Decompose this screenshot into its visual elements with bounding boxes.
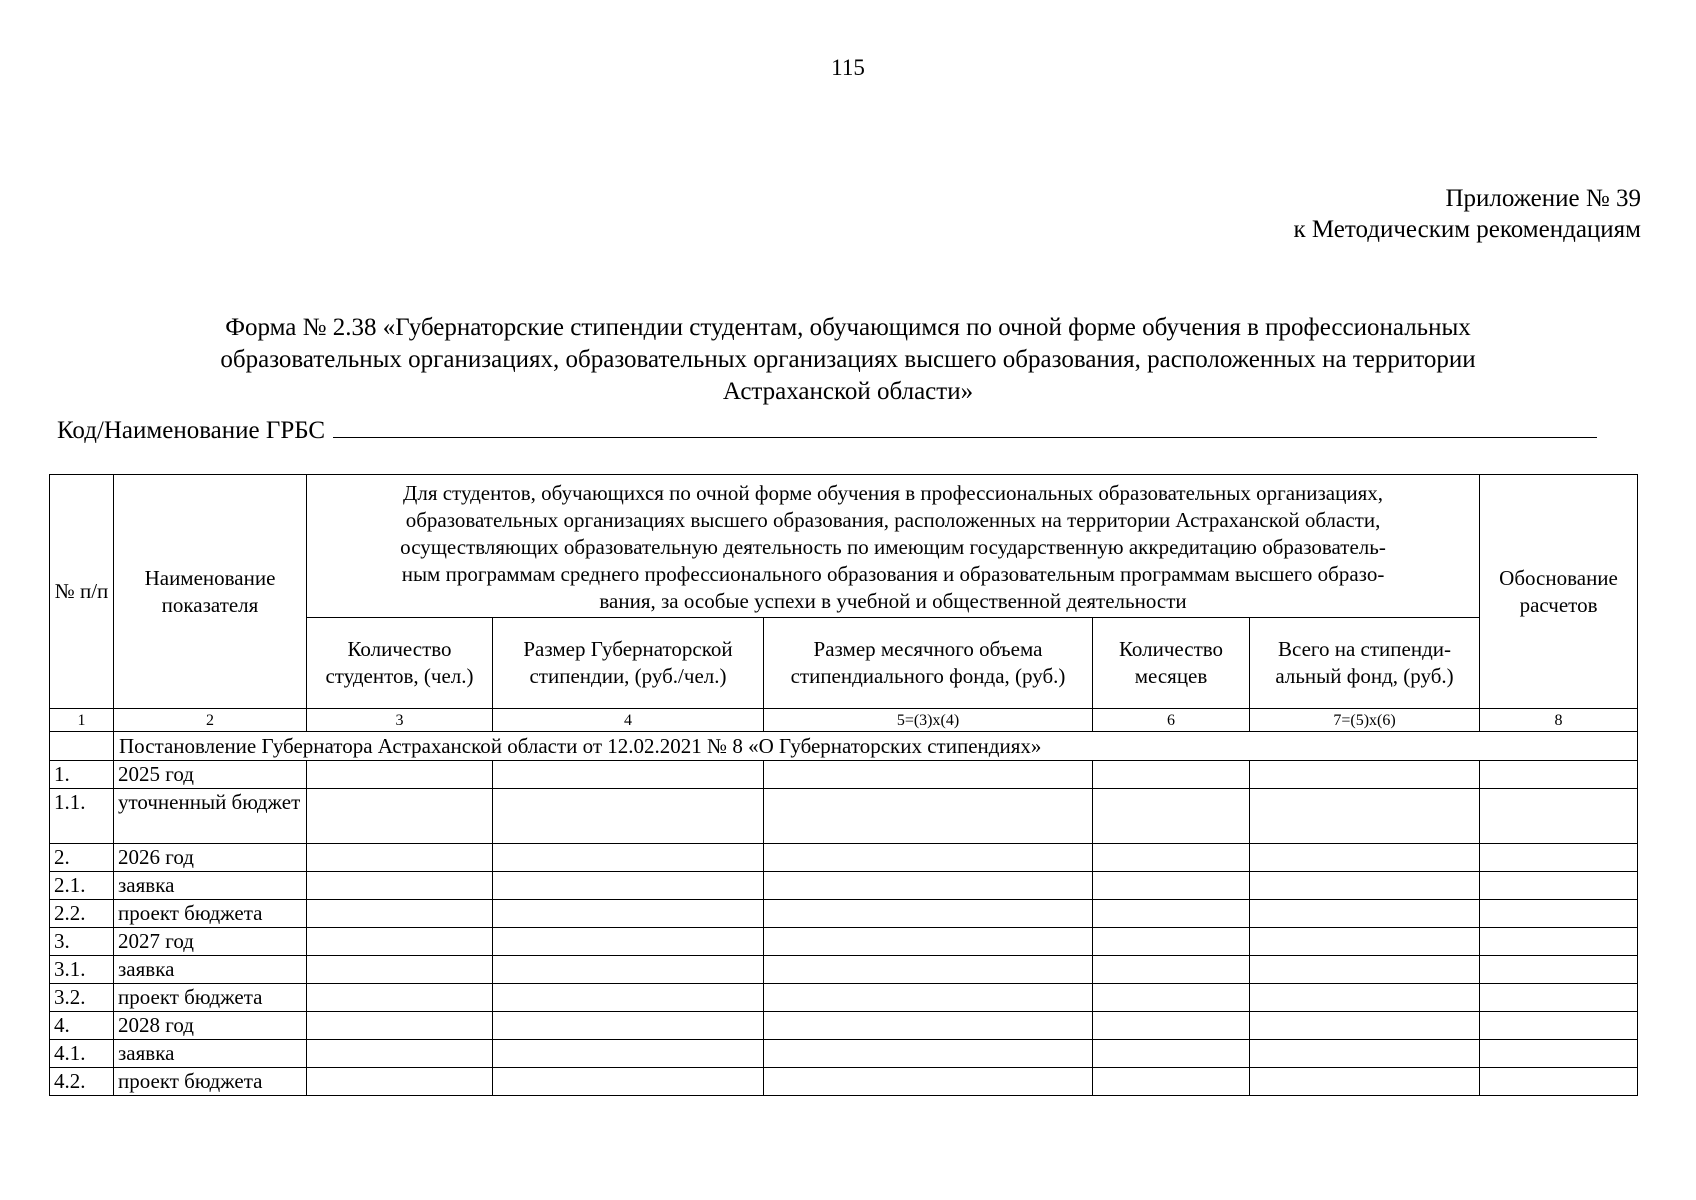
- table-cell[interactable]: [1480, 956, 1638, 984]
- row-number: 2.1.: [50, 872, 114, 900]
- table-cell[interactable]: [493, 1040, 764, 1068]
- table-cell[interactable]: [493, 984, 764, 1012]
- form-title-line-3: Астраханской области»: [722, 378, 974, 405]
- table-row: [50, 844, 1638, 872]
- row-indicator-name: проект бюджета: [114, 984, 307, 1012]
- table-cell[interactable]: [307, 956, 493, 984]
- row-indicator-name: проект бюджета: [114, 900, 307, 928]
- table-row: [50, 1040, 1638, 1068]
- table-cell[interactable]: [764, 872, 1093, 900]
- header-group: [307, 475, 1480, 618]
- table-cell[interactable]: [307, 1068, 493, 1096]
- appendix-line-2: к Методическим рекомендациям: [1293, 216, 1641, 243]
- row-number: 3.: [50, 928, 114, 956]
- table-cell[interactable]: [307, 984, 493, 1012]
- table-cell[interactable]: [1480, 844, 1638, 872]
- header-total-fund: Всего на стипенди-альный фонд, (руб.): [1250, 618, 1480, 709]
- table-cell[interactable]: [493, 789, 764, 844]
- header-group-line-4: ным программам среднего профессионального образования и образовательным программам высшего образо-: [401, 562, 1385, 586]
- table-cell[interactable]: [1480, 872, 1638, 900]
- table-cell[interactable]: [764, 956, 1093, 984]
- table-cell[interactable]: [1250, 984, 1480, 1012]
- table-row: [50, 1012, 1638, 1040]
- table-cell[interactable]: [764, 844, 1093, 872]
- table-cell[interactable]: [764, 928, 1093, 956]
- column-number: 4: [493, 709, 764, 732]
- header-indicator-name: Наименование показателя: [114, 475, 307, 709]
- header-months-count: Количество месяцев: [1093, 618, 1250, 709]
- column-number: 5=(3)x(4): [764, 709, 1093, 732]
- header-students-count: Количество студентов, (чел.): [307, 618, 493, 709]
- column-number: 3: [307, 709, 493, 732]
- table-cell[interactable]: [493, 844, 764, 872]
- table-cell[interactable]: [1093, 1068, 1250, 1096]
- table-cell[interactable]: [1093, 872, 1250, 900]
- table-cell[interactable]: [1480, 761, 1638, 789]
- table-row: [50, 928, 1638, 956]
- table-row: [50, 984, 1638, 1012]
- row-indicator-name: проект бюджета: [114, 1068, 307, 1096]
- decree-num-cell: [50, 732, 114, 761]
- table-cell[interactable]: [1480, 928, 1638, 956]
- table-cell[interactable]: [1093, 928, 1250, 956]
- header-justification: Обоснование расчетов: [1480, 475, 1638, 709]
- table-cell[interactable]: [1480, 1068, 1638, 1096]
- table-cell[interactable]: [493, 1012, 764, 1040]
- table-cell[interactable]: [764, 1068, 1093, 1096]
- row-number: 3.2.: [50, 984, 114, 1012]
- row-indicator-name: 2025 год: [114, 761, 307, 789]
- decree-row: [50, 732, 1638, 761]
- table-cell[interactable]: [764, 761, 1093, 789]
- row-number: 1.: [50, 761, 114, 789]
- header-group-line-2: образовательных организациях высшего образования, расположенных на территории Астраханской области,: [405, 508, 1381, 532]
- table-cell[interactable]: [1250, 761, 1480, 789]
- row-indicator-name: заявка: [114, 872, 307, 900]
- row-indicator-name: заявка: [114, 956, 307, 984]
- grbs-label: Код/Наименование ГРБС: [57, 417, 326, 444]
- row-indicator-name: 2027 год: [114, 928, 307, 956]
- table-cell[interactable]: [1093, 1012, 1250, 1040]
- row-indicator-name: уточненный бюджет: [114, 789, 307, 844]
- form-title-line-2: образовательных организациях, образовательных организациях высшего образования, расположенных на территории: [220, 346, 1476, 373]
- table-cell[interactable]: [307, 900, 493, 928]
- table-cell[interactable]: [1480, 1040, 1638, 1068]
- table-cell[interactable]: [1093, 984, 1250, 1012]
- page-number: 115: [831, 55, 865, 80]
- table-cell[interactable]: [1093, 789, 1250, 844]
- column-number-row: [50, 709, 1638, 732]
- header-num: № п/п: [50, 475, 114, 709]
- appendix-reference: [1293, 183, 1641, 245]
- table-cell[interactable]: [307, 789, 493, 844]
- row-number: 4.: [50, 1012, 114, 1040]
- row-number: 3.1.: [50, 956, 114, 984]
- table-cell[interactable]: [1250, 1012, 1480, 1040]
- table-cell[interactable]: [1093, 956, 1250, 984]
- table-cell[interactable]: [1250, 844, 1480, 872]
- table-cell[interactable]: [764, 789, 1093, 844]
- table-row: [50, 789, 1638, 844]
- row-number: 2.2.: [50, 900, 114, 928]
- header-group-line-3: осуществляющих образовательную деятельность по имеющим государственную аккредитацию образователь-: [400, 535, 1386, 559]
- table-cell[interactable]: [307, 872, 493, 900]
- table-cell[interactable]: [1250, 872, 1480, 900]
- form-title: [90, 312, 1606, 408]
- table-cell[interactable]: [764, 984, 1093, 1012]
- table-cell[interactable]: [764, 900, 1093, 928]
- table-cell[interactable]: [1480, 984, 1638, 1012]
- table-cell[interactable]: [307, 1012, 493, 1040]
- column-number: 8: [1480, 709, 1638, 732]
- row-indicator-name: 2028 год: [114, 1012, 307, 1040]
- grbs-fill-line[interactable]: [333, 411, 1597, 438]
- table-cell[interactable]: [493, 872, 764, 900]
- table-cell[interactable]: [493, 1068, 764, 1096]
- table-row: [50, 900, 1638, 928]
- table-cell[interactable]: [307, 928, 493, 956]
- header-scholarship-size: Размер Губернаторской стипендии, (руб./чел.): [493, 618, 764, 709]
- table-cell[interactable]: [1250, 928, 1480, 956]
- table-cell[interactable]: [1250, 789, 1480, 844]
- column-number: 7=(5)x(6): [1250, 709, 1480, 732]
- table-cell[interactable]: [1250, 1068, 1480, 1096]
- header-group-line-1: Для студентов, обучающихся по очной форме обучения в профессиональных образовательных организациях,: [403, 481, 1384, 505]
- row-number: 4.2.: [50, 1068, 114, 1096]
- table-cell[interactable]: [1093, 900, 1250, 928]
- row-number: 4.1.: [50, 1040, 114, 1068]
- column-number: 1: [50, 709, 114, 732]
- table-row: [50, 761, 1638, 789]
- table-cell[interactable]: [1250, 900, 1480, 928]
- table-row: [50, 1068, 1638, 1096]
- table-cell[interactable]: [307, 1040, 493, 1068]
- row-indicator-name: заявка: [114, 1040, 307, 1068]
- grbs-line: [57, 411, 1627, 447]
- table-row: [50, 956, 1638, 984]
- appendix-line-1: Приложение № 39: [1445, 185, 1641, 212]
- table-cell[interactable]: [1093, 1040, 1250, 1068]
- row-number: 2.: [50, 844, 114, 872]
- table-cell[interactable]: [764, 1040, 1093, 1068]
- decree-text: Постановление Губернатора Астраханской области от 12.02.2021 № 8 «О Губернаторских стипендиях»: [114, 732, 1638, 761]
- header-row-1: [50, 475, 1638, 618]
- table-cell[interactable]: [493, 928, 764, 956]
- table-cell[interactable]: [1250, 956, 1480, 984]
- form-table: [49, 474, 1638, 1096]
- table-cell[interactable]: [764, 1012, 1093, 1040]
- table-cell[interactable]: [493, 900, 764, 928]
- table-cell[interactable]: [1480, 789, 1638, 844]
- table-cell[interactable]: [1480, 1012, 1638, 1040]
- table-cell[interactable]: [493, 761, 764, 789]
- table-row: [50, 872, 1638, 900]
- table-cell[interactable]: [493, 956, 764, 984]
- form-title-line-1: Форма № 2.38 «Губернаторские стипендии студентам, обучающимся по очной форме обучения в профессиональных: [225, 314, 1471, 341]
- row-number: 1.1.: [50, 789, 114, 844]
- header-monthly-fund: Размер месячного объема стипендиального фонда, (руб.): [764, 618, 1093, 709]
- column-number: 2: [114, 709, 307, 732]
- column-number: 6: [1093, 709, 1250, 732]
- row-indicator-name: 2026 год: [114, 844, 307, 872]
- table-cell[interactable]: [1093, 844, 1250, 872]
- table-cell[interactable]: [1480, 900, 1638, 928]
- table-cell[interactable]: [307, 844, 493, 872]
- table-cell[interactable]: [1093, 761, 1250, 789]
- table-cell[interactable]: [1250, 1040, 1480, 1068]
- table-cell[interactable]: [307, 761, 493, 789]
- header-group-line-5: вания, за особые успехи в учебной и общественной деятельности: [599, 589, 1187, 613]
